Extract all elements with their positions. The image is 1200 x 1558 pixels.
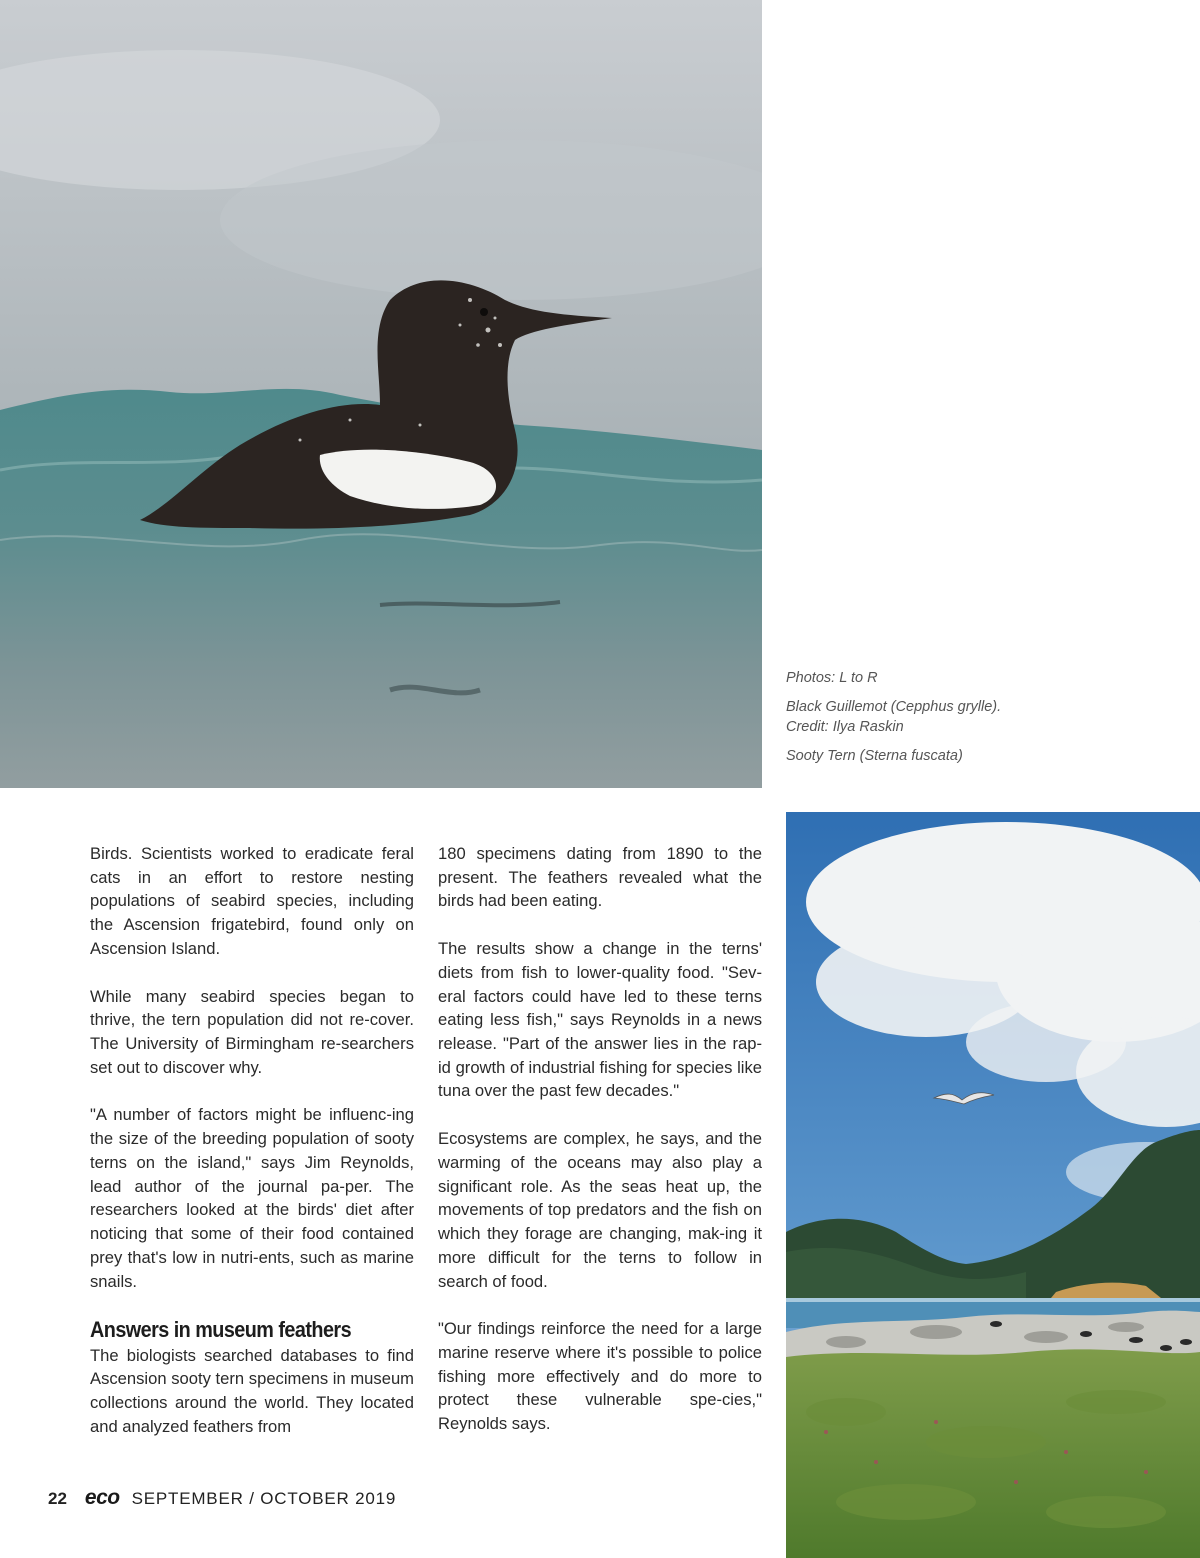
caption-sooty-tern: Sooty Tern (Sterna fuscata)	[786, 747, 963, 764]
guillemot-photo	[0, 0, 762, 788]
paragraph: "A number of factors might be influenc-ing the size of the breeding population of sooty terns on the island," says Jim Reynolds, lead author of the journal pa-per. The researchers looked at the birds' diet after noticing that some of their food contained prey that's low in nutri-ents, such as marine snails.	[90, 1105, 414, 1291]
paragraph: 180 specimens dating from 1890 to the present. The feathers revealed what the birds had been eating.	[438, 844, 762, 911]
article-right-column	[438, 842, 762, 1460]
article-left-column	[90, 842, 414, 1462]
issue-date: SEPTEMBER / OCTOBER 2019	[131, 1489, 397, 1508]
paragraph: The results show a change in the terns' diets from fish to lower-quality food. "Sev-eral factors could have led to these terns eating less fish," says Reynolds in a news release. "Part of the answer lies in the rap-id growth of industrial fishing for species like tuna over the past few decades."	[438, 939, 762, 1101]
caption-heading: Photos: L to R	[786, 670, 878, 686]
page-number: 22	[48, 1489, 67, 1508]
photo-captions	[786, 668, 1006, 774]
magazine-logo: eco	[84, 1486, 120, 1509]
paragraph: The biologists searched databases to find Ascension sooty tern specimens in museum collections around the world. They located and analyzed feathers from	[90, 1345, 414, 1436]
paragraph: "Our findings reinforce the need for a large marine reserve where it's possible to police fishing more effectively and do more to protect these vulnerable spe-cies," Reynolds says.	[438, 1319, 762, 1434]
sooty-tern-photo	[786, 812, 1200, 1558]
paragraph: While many seabird species began to thrive, the tern population did not re-cover. The University of Birmingham re-searchers set out to discover why.	[90, 986, 414, 1077]
paragraph: Ecosystems are complex, he says, and the warming of the oceans may also play a significant role. As the seas heat up, the movements of top predators and the fish on which they forage are changing, mak-ing it more difficult for the terns to follow in search of food.	[438, 1129, 762, 1291]
caption-guillemot: Black Guillemot (Cepphus grylle). Credit: Ilya Raskin	[786, 698, 1002, 736]
subheading: Answers in museum feathers	[90, 1317, 352, 1343]
paragraph: Birds. Scientists worked to eradicate feral cats in an effort to restore nesting populations of seabird species, including the Ascension frigatebird, found only on Ascension Island.	[90, 844, 414, 958]
page-footer	[48, 1486, 396, 1510]
